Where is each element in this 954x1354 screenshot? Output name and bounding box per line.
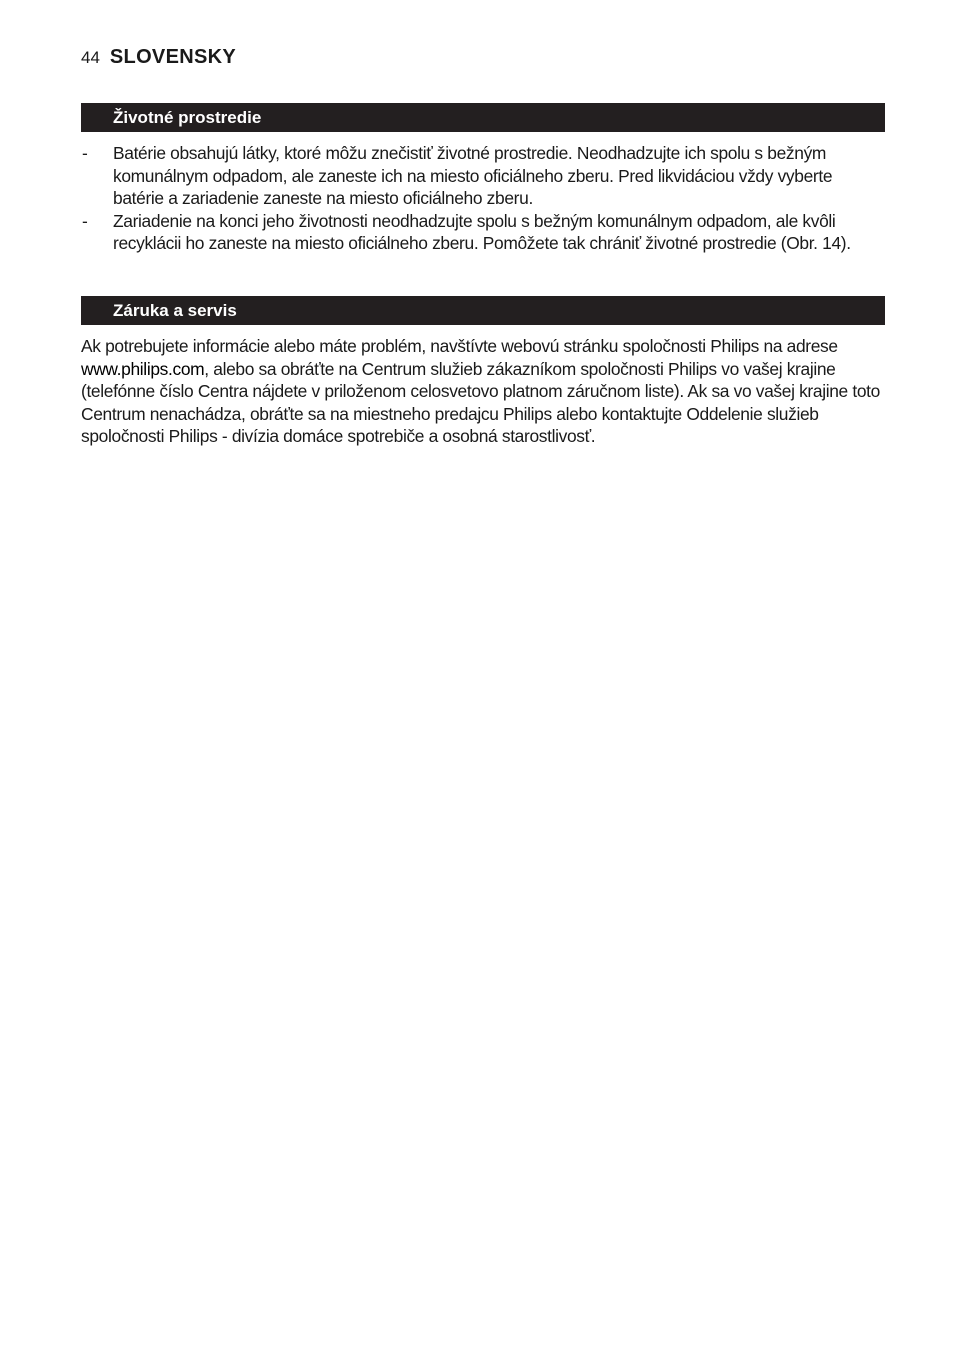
section-heading-environment: Životné prostredie <box>81 103 885 132</box>
list-item <box>81 142 881 210</box>
page-header <box>81 46 236 76</box>
bullet-text: Batérie obsahujú látky, ktoré môžu znečistiť životné prostredie. Neodhadzujte ich spolu s bežným komunálnym odpadom, ale zaneste ich na miesto oficiálneho zberu. Pred likvidáciou vždy vyberte batérie a zariadenie zaneste na miesto oficiálneho zberu. <box>113 143 833 208</box>
page-number: 44 <box>81 48 100 67</box>
warranty-text-end: , alebo sa obráťte na Centrum služieb zákazníkom spoločnosti Philips vo vašej krajine (telefónne číslo Centra nájdete v priloženom celosvetovo platnom záručnom liste). Ak sa vo vašej krajine toto Centrum nenachádza, obráťte sa na miestneho predajcu Philips alebo kontaktujte Oddelenie služieb spoločnosti Philips - divízia domáce spotrebiče a osobná starostlivosť. <box>81 358 880 446</box>
list-item <box>81 210 881 255</box>
philips-website-link[interactable]: www.philips.com <box>81 358 205 379</box>
section-heading-warranty: Záruka a servis <box>81 296 885 325</box>
bullet-text: Zariadenie na konci jeho životnosti neodhadzujte spolu s bežným komunálnym odpadom, ale kvôli recyklácii ho zaneste na miesto oficiálneho zberu. Pomôžete tak chrániť životné prostredie (Obr. 14). <box>113 210 851 253</box>
warranty-paragraph <box>81 335 887 448</box>
language-title: SLOVENSKY <box>109 46 236 68</box>
bullet-dash: - <box>82 210 88 231</box>
bullet-dash: - <box>82 143 88 163</box>
environment-bullet-list <box>81 142 881 255</box>
warranty-text-start: Ak potrebujete informácie alebo máte problém, navštívte webovú stránku spoločnosti Philips na adrese <box>81 336 838 356</box>
